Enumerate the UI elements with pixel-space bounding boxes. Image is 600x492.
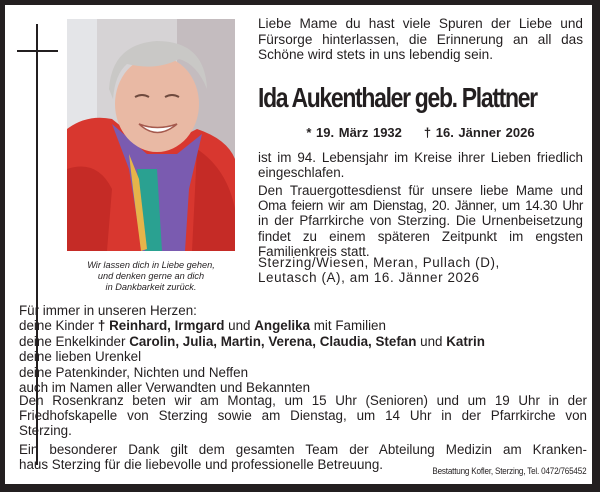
- birth-date: * 19. März 1932: [306, 125, 402, 140]
- life-dates: [258, 125, 583, 140]
- funeral-service-text: [258, 183, 583, 259]
- rosary-text: [19, 393, 587, 439]
- motto-line: Schöne wird stets in uns lebendig sein.: [258, 47, 494, 63]
- funeral-line: in der Pfarrkirche von Sterzing. Die Urnenbeisetzung: [258, 213, 583, 229]
- funeral-line: findet zu einem späteren Zeitpunkt im engsten: [258, 228, 583, 244]
- announcement-text: [258, 150, 583, 180]
- caption-line: und denken gerne an dich: [97, 271, 205, 281]
- death-date: † 16. Jänner 2026: [423, 125, 535, 140]
- thanks-line: haus Sterzing für die liebevolle und professionelle Betreuung.: [19, 456, 384, 472]
- deceased-name: Ida Aukenthaler geb. Plattner: [258, 82, 537, 113]
- family-relatives: auch im Namen aller Verwandten und Bekannten: [19, 380, 311, 396]
- announcement-line: eingeschlafen.: [258, 165, 345, 181]
- places-and-date: [258, 255, 583, 285]
- family-great-grandchildren: deine lieben Urenkel: [19, 349, 142, 365]
- family-list: [19, 303, 579, 395]
- funeral-home-credit: Bestattung Kofler, Sterzing, Tel. 0472/765452: [432, 466, 586, 476]
- portrait-illustration: [67, 19, 235, 251]
- funeral-line: Familienkreis statt.: [258, 243, 370, 259]
- rosary-and-thanks: [19, 393, 587, 472]
- rosary-line: Den Rosenkranz beten wir am Montag, um 15 Uhr (Senioren) und um 19 Uhr in der: [19, 393, 587, 408]
- obituary-card: [5, 5, 592, 484]
- family-grandchildren: deine Enkelkinder Carolin, Julia, Martin, Verena, Claudia, Stefan und Katrin: [19, 333, 485, 349]
- family-godchildren: deine Patenkinder, Nichten und Neffen: [19, 364, 249, 380]
- funeral-line: Den Trauergottesdienst für unsere liebe Mame und: [258, 183, 583, 198]
- caption-line: in Dankbarkeit zurück.: [105, 282, 197, 292]
- funeral-line: Oma feiern wir am Dienstag, 20. Jänner, um 14.30 Uhr: [258, 198, 583, 214]
- photo-caption: [67, 260, 235, 293]
- motto-text: [258, 16, 583, 63]
- rosary-line: Friedhofskapelle von Sterzing sowie am Dienstag, um 14 Uhr in der Pfarrkirche von: [19, 408, 587, 424]
- latin-cross-icon-bar: [17, 50, 58, 52]
- places-line: Sterzing/Wiesen, Meran, Pullach (D),: [258, 255, 500, 270]
- places-line: Leutasch (A), am 16. Jänner 2026: [258, 270, 480, 285]
- announcement-line: ist im 94. Lebensjahr im Kreise ihrer Lieben friedlich: [258, 150, 583, 165]
- thanks-line: Ein besonderer Dank gilt dem gesamten Team der Abteilung Medizin am Kranken-: [19, 441, 587, 457]
- motto-line: Liebe Mame du hast viele Spuren der Liebe und: [258, 16, 583, 31]
- family-children: deine Kinder † Reinhard, Irmgard und Angelika mit Familien: [19, 318, 386, 334]
- cross-symbol: †: [97, 318, 106, 334]
- family-intro: Für immer in unseren Herzen:: [19, 303, 197, 318]
- portrait-photo: [67, 19, 235, 251]
- caption-line: Wir lassen dich in Liebe gehen,: [87, 260, 215, 270]
- motto-line: Fürsorge hinterlassen, die Erinnerung an all das: [258, 31, 583, 47]
- rosary-line: Sterzing.: [19, 423, 72, 439]
